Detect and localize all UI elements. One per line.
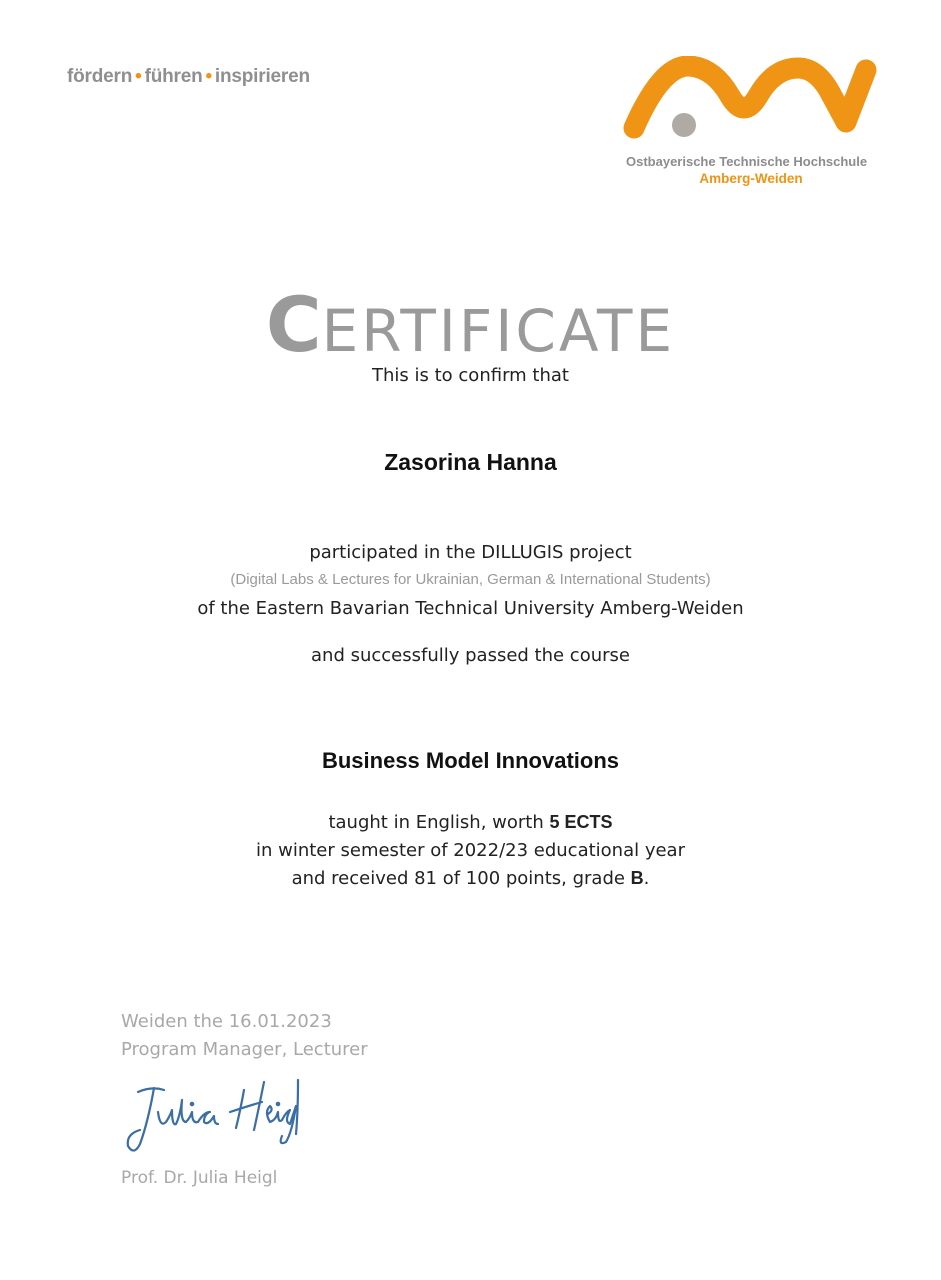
slogan-dot-1: • [135, 66, 142, 87]
passed-text: and successfully passed the course [311, 645, 630, 666]
certificate-title [0, 280, 941, 369]
grade-value: B [630, 868, 644, 888]
project-expansion: (Digital Labs & Lectures for Ukrainian, German & International Students) [230, 571, 711, 588]
taught-text: taught in English, worth [328, 812, 550, 833]
certificate-title-initial: C [265, 280, 322, 369]
logo-campus-name: Amberg-Weiden [699, 171, 803, 186]
logo-university-name: Ostbayerische Technische Hochschule [626, 154, 868, 169]
university-logo [622, 56, 880, 188]
course-name: Business Model Innovations [321, 748, 620, 773]
participation-text: participated in the DILLUGIS project [309, 542, 632, 563]
confirm-text: This is to confirm that [372, 365, 569, 386]
university-text: of the Eastern Bavarian Technical University Amberg-Weiden [197, 598, 744, 619]
received-line [0, 868, 941, 889]
semester-text: in winter semester of 2022/23 educational year [255, 840, 685, 861]
issue-date: Weiden the 16.01.2023 [121, 1011, 332, 1032]
university-logo-mark [622, 56, 880, 148]
slogan-word-1: fördern [67, 66, 133, 87]
signer-role: Program Manager, Lecturer [121, 1039, 368, 1060]
taught-line [0, 812, 941, 833]
received-text: and received 81 of 100 points, grade [291, 868, 631, 889]
slogan-word-3: inspirieren [214, 66, 310, 87]
credits-value: 5 ECTS [549, 812, 613, 832]
slogan-dot-2: • [205, 66, 212, 87]
received-suffix: . [643, 868, 650, 889]
slogan [67, 66, 310, 88]
certificate-title-rest: ERTIFICATE [321, 297, 676, 365]
slogan-word-2: führen [144, 66, 203, 87]
recipient-name: Zasorina Hanna [384, 449, 557, 475]
signer-name: Prof. Dr. Julia Heigl [121, 1168, 278, 1188]
handwritten-signature [118, 1072, 308, 1162]
